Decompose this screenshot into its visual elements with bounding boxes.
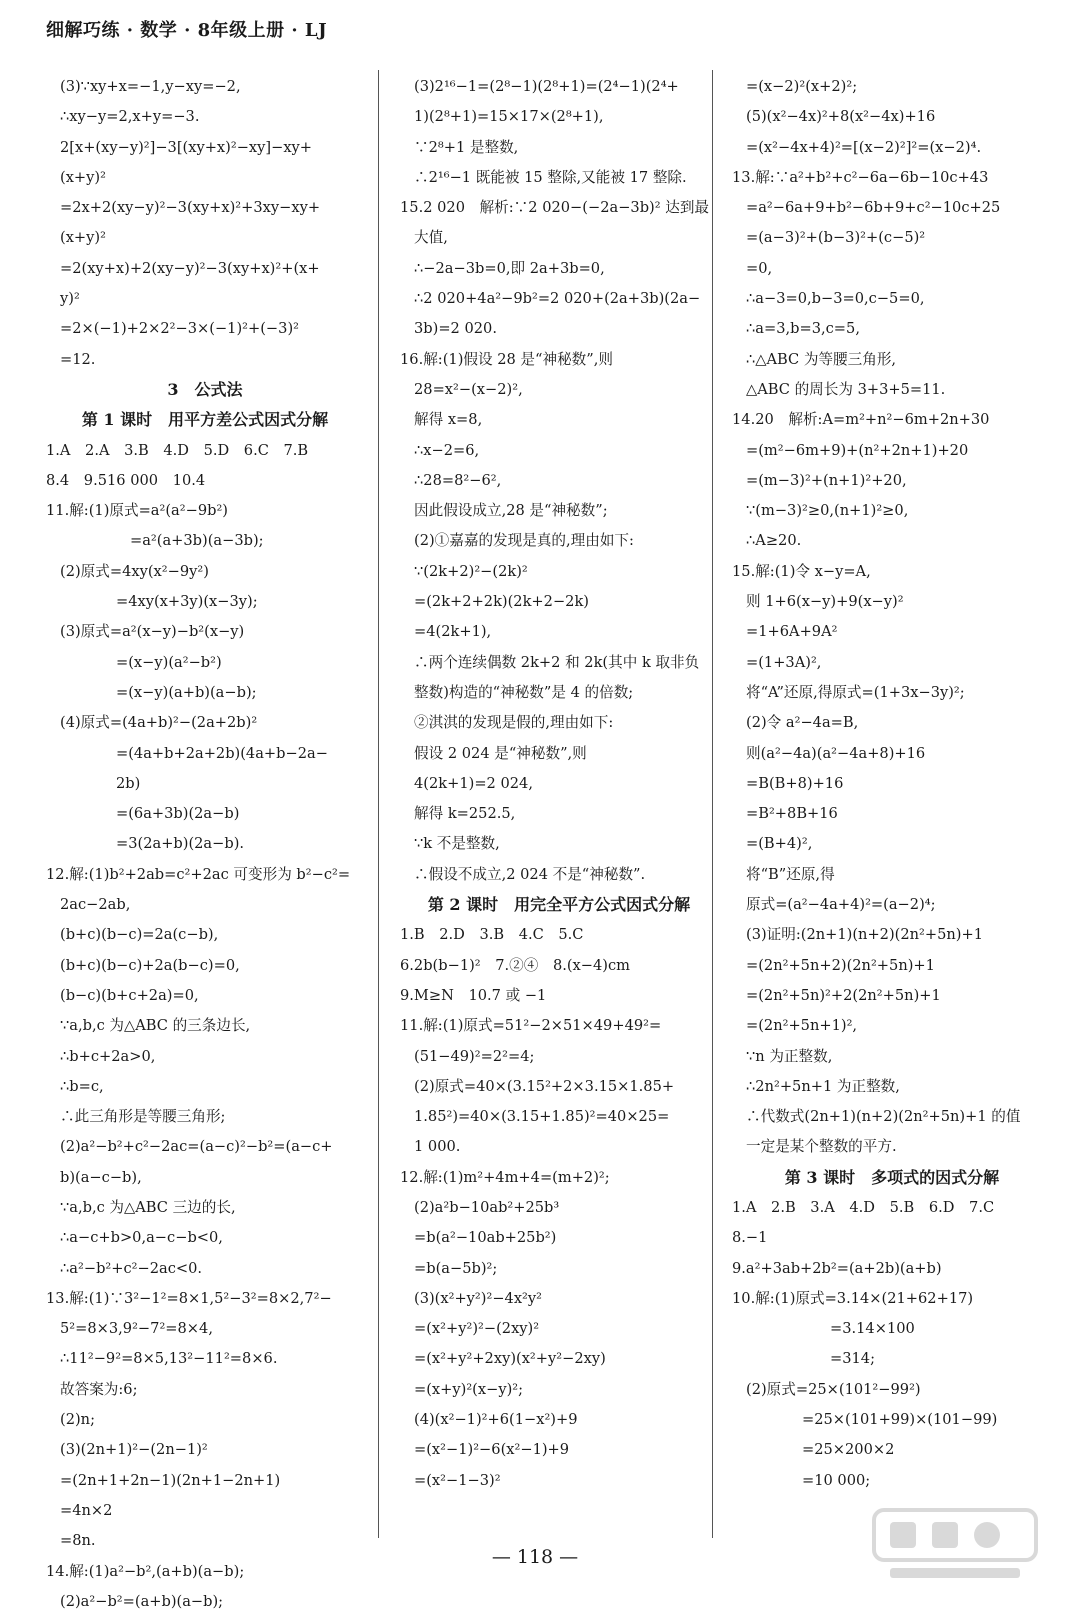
answer-line: (2)原式=40×(3.15²+2×3.15×1.85+	[414, 1077, 675, 1095]
answer-line: ∵a,b,c 为△ABC 的三条边长,	[60, 1017, 251, 1035]
answer-line: =(x²+y²)²−(2xy)²	[414, 1320, 540, 1338]
answer-line: ∴假设不成立,2 024 不是“神秘数”.	[414, 865, 646, 883]
answer-line: ∴2¹⁶−1 既能被 15 整除,又能被 17 整除.	[414, 168, 687, 186]
answer-line: 2ac−2ab,	[60, 896, 131, 914]
answer-line: =(x−y)(a²−b²)	[116, 653, 222, 671]
answer-line: 28=x²−(x−2)²,	[414, 380, 523, 398]
answer-line: (2)a²−b²+c²−2ac=(a−c)²−b²=(a−c+	[60, 1138, 333, 1156]
answer-line: =(m−3)²+(n+1)²+20,	[746, 471, 907, 489]
answer-line: (2)n;	[60, 1411, 95, 1429]
answer-line: (3)证明:(2n+1)(n+2)(2n²+5n)+1	[746, 926, 984, 944]
answer-line: ∴28=8²−6²,	[414, 471, 502, 489]
answer-line: △ABC 的周长为 3+3+5=11.	[746, 380, 946, 398]
answer-line: ②淇淇的发现是假的,理由如下:	[414, 714, 614, 732]
answer-line: b)(a−c−b),	[60, 1168, 142, 1186]
answer-line: =2x+2(xy−y)²−3(xy+x)²+3xy−xy+	[60, 199, 321, 217]
answer-line: ∵n 为正整数,	[746, 1047, 833, 1065]
answer-line: ∵(2k+2)²−(2k)²	[414, 562, 528, 580]
answer-line: 假设 2 024 是“神秘数”,则	[414, 744, 587, 762]
answer-line: ∴11²−9²=8×5,13²−11²=8×6.	[60, 1350, 278, 1368]
answer-column-1	[46, 72, 364, 1617]
answer-line: 将“A”还原,得原式=(1+3x−3y)²;	[746, 683, 965, 701]
answer-line: 解得 k=252.5,	[414, 805, 516, 823]
answer-line: ∴b=c,	[60, 1077, 104, 1095]
section-heading: 第 1 课时 用平方差公式因式分解	[81, 410, 329, 430]
answer-line: (2)令 a²−4a=B,	[746, 714, 859, 732]
answer-line: 5²=8×3,9²−7²=8×4,	[60, 1320, 213, 1338]
answer-line: 14.解:(1)a²−b²,(a+b)(a−b);	[46, 1562, 245, 1580]
answer-line: =(1+3A)²,	[746, 653, 822, 671]
answer-column-2	[400, 72, 718, 1496]
answer-line: =12.	[60, 350, 96, 368]
answer-line: (4)(x²−1)²+6(1−x²)+9	[414, 1411, 578, 1429]
answer-line: ∴x−2=6,	[414, 441, 480, 459]
answer-line: 13.解:(1)∵3²−1²=8×1,5²−3²=8×2,7²−	[46, 1289, 332, 1307]
answer-line: 1 000.	[414, 1138, 461, 1156]
answer-line: ∴−2a−3b=0,即 2a+3b=0,	[414, 259, 605, 277]
answer-line: 12.解:(1)b²+2ab=c²+2ac 可变形为 b²−c²=	[46, 865, 351, 883]
answer-line: =a²(a+3b)(a−3b);	[130, 532, 264, 550]
answer-line: =314;	[830, 1350, 875, 1368]
answer-line: 则 1+6(x−y)+9(x−y)²	[746, 593, 904, 611]
answer-line: (3)(x²+y²)²−4x²y²	[414, 1289, 543, 1307]
answer-line: ∴xy−y=2,x+y=−3.	[60, 108, 200, 126]
answer-line: =(6a+3b)(2a−b)	[116, 805, 240, 823]
page-number: — 118 —	[491, 1546, 579, 1568]
answer-line: ∴a=3,b=3,c=5,	[746, 320, 860, 338]
answer-line: ∴△ABC 为等腰三角形,	[746, 350, 897, 368]
answer-line: (51−49)²=2²=4;	[414, 1047, 535, 1065]
answer-line: =4xy(x+3y)(x−3y);	[116, 593, 258, 611]
answer-line: =b(a²−10ab+25b²)	[414, 1229, 557, 1247]
answer-line: 原式=(a²−4a+4)²=(a−2)⁴;	[746, 896, 936, 914]
answer-line: (b−c)(b+c+2a)=0,	[60, 986, 199, 1004]
answer-line: =(x²−1−3)²	[414, 1471, 501, 1489]
answer-line: ∴此三角形是等腰三角形;	[60, 1108, 226, 1126]
answer-line: 3b)=2 020.	[414, 320, 497, 338]
answer-line: 故答案为:6;	[60, 1380, 138, 1398]
answer-line: (2)a²b−10ab²+25b³	[414, 1198, 560, 1216]
answer-line: ∴a−3=0,b−3=0,c−5=0,	[746, 290, 925, 308]
answer-line: 1.A 2.B 3.A 4.D 5.B 6.D 7.C	[732, 1198, 995, 1216]
answer-line: 2[x+(xy−y)²]−3[(xy+x)²−xy]−xy+	[60, 138, 313, 156]
answer-line: (4)原式=(4a+b)²−(2a+2b)²	[60, 714, 258, 732]
answer-line: =3(2a+b)(2a−b).	[116, 835, 245, 853]
answer-line: =4n×2	[60, 1501, 113, 1519]
answer-line: 15.2 020 解析:∵2 020−(−2a−3b)² 达到最	[400, 199, 710, 217]
answer-line: (b+c)(b−c)+2a(b−c)=0,	[60, 956, 240, 974]
answer-line: ∴a²−b²+c²−2ac<0.	[60, 1259, 203, 1277]
answer-line: =b(a−5b)²;	[414, 1259, 498, 1277]
answer-line: =(2k+2+2k)(2k+2−2k)	[414, 593, 589, 611]
answer-line: 将“B”还原,得	[746, 865, 835, 883]
answer-line: (2)①嘉嘉的发现是真的,理由如下:	[414, 532, 634, 550]
answer-line: 9.M≥N 10.7 或 −1	[400, 986, 547, 1004]
answer-line: ∴a−c+b>0,a−c−b<0,	[60, 1229, 223, 1247]
answer-line: =(B+4)²,	[746, 835, 813, 853]
answer-line: 解得 x=8,	[414, 411, 483, 429]
answer-line: ∴A≥20.	[746, 532, 802, 550]
answer-line: =3.14×100	[830, 1320, 915, 1338]
answer-line: =(x−2)²(x+2)²;	[746, 78, 858, 95]
answer-line: (x+y)²	[60, 229, 106, 247]
answer-line: ∴b+c+2a>0,	[60, 1047, 156, 1065]
answer-line: 一定是某个整数的平方.	[746, 1138, 897, 1156]
answer-line: 整数)构造的“神秘数”是 4 的倍数;	[414, 683, 634, 701]
answer-line: 14.20 解析:A=m²+n²−6m+2n+30	[732, 411, 990, 429]
answer-line: =(x+y)²(x−y)²;	[414, 1380, 524, 1398]
answer-line: (b+c)(b−c)=2a(c−b),	[60, 926, 219, 944]
answer-line: =4(2k+1),	[414, 623, 492, 641]
answer-line: 9.a²+3ab+2b²=(a+2b)(a+b)	[732, 1259, 942, 1277]
watermark-logo	[870, 1506, 1040, 1586]
column-divider	[378, 70, 379, 1538]
answer-line: =(2n²+5n)²+2(2n²+5n)+1	[746, 986, 941, 1004]
answer-line: =1+6A+9A²	[746, 623, 838, 641]
answer-line: ∵k 不是整数,	[414, 835, 500, 853]
answer-line: 13.解:∵a²+b²+c²−6a−6b−10c+43	[732, 168, 989, 186]
answer-column-3	[732, 72, 1052, 1496]
answer-line: =(2n²+5n+1)²,	[746, 1017, 858, 1035]
answer-line: ∵a,b,c 为△ABC 三边的长,	[60, 1198, 236, 1216]
answer-line: =(x−y)(a+b)(a−b);	[116, 683, 257, 701]
answer-line: y)²	[60, 290, 80, 308]
answer-line: ∴2n²+5n+1 为正整数,	[746, 1077, 900, 1095]
section-heading: 第 3 课时 多项式的因式分解	[784, 1167, 1000, 1187]
answer-line: =B(B+8)+16	[746, 774, 844, 792]
answer-line: (3)(2n+1)²−(2n−1)²	[60, 1441, 208, 1459]
answer-line: =(x²−4x+4)²=[(x−2)²]²=(x−2)⁴.	[746, 138, 982, 156]
answer-line: 1.A 2.A 3.B 4.D 5.D 6.C 7.B	[46, 441, 309, 459]
answer-line: 12.解:(1)m²+4m+4=(m+2)²;	[400, 1168, 610, 1186]
answer-line: =10 000;	[802, 1471, 871, 1489]
answer-line: (x+y)²	[60, 168, 106, 186]
answer-line: ∵(m−3)²≥0,(n+1)²≥0,	[746, 502, 909, 520]
answer-line: =(x²+y²+2xy)(x²+y²−2xy)	[414, 1350, 606, 1368]
answer-line: 11.解:(1)原式=a²(a²−9b²)	[46, 502, 229, 520]
answer-line: 16.解:(1)假设 28 是“神秘数”,则	[400, 350, 613, 368]
answer-line: ∴2 020+4a²−9b²=2 020+(2a+3b)(2a−	[414, 290, 701, 308]
answer-line: (3)2¹⁶−1=(2⁸−1)(2⁸+1)=(2⁴−1)(2⁴+	[414, 78, 679, 95]
answer-line: =8n.	[60, 1532, 96, 1550]
answer-line: (5)(x²−4x)²+8(x²−4x)+16	[746, 108, 936, 126]
answer-line: 8.4 9.516 000 10.4	[46, 471, 206, 489]
answer-line: (3)∵xy+x=−1,y−xy=−2,	[60, 78, 241, 95]
answer-line: =B²+8B+16	[746, 805, 838, 823]
answer-line: ∵2⁸+1 是整数,	[414, 138, 519, 156]
answer-line: (2)原式=25×(101²−99²)	[746, 1380, 921, 1398]
answer-line: 8.−1	[732, 1229, 768, 1247]
answer-line: 大值,	[414, 229, 448, 247]
answer-line: =25×200×2	[802, 1441, 895, 1459]
answer-line: =(2n²+5n+2)(2n²+5n)+1	[746, 956, 935, 974]
answer-line: =(m²−6m+9)+(n²+2n+1)+20	[746, 441, 969, 459]
answer-line: =a²−6a+9+b²−6b+9+c²−10c+25	[746, 199, 1001, 217]
answer-line: 11.解:(1)原式=51²−2×51×49+49²=	[400, 1017, 662, 1035]
answer-line: ∴两个连续偶数 2k+2 和 2k(其中 k 取非负	[414, 653, 700, 671]
answer-line: (2)a²−b²=(a+b)(a−b);	[60, 1592, 224, 1610]
answer-line: 10.解:(1)原式=3.14×(21+62+17)	[732, 1289, 974, 1307]
section-heading: 第 2 课时 用完全平方公式因式分解	[427, 895, 691, 915]
answer-line: =(2n+1+2n−1)(2n+1−2n+1)	[60, 1471, 281, 1489]
answer-line: 因此假设成立,28 是“神秘数”;	[414, 502, 608, 520]
answer-line: =(x²−1)²−6(x²−1)+9	[414, 1441, 570, 1459]
answer-line: =2×(−1)+2×2²−3×(−1)²+(−3)²	[60, 320, 299, 338]
answer-line: (2)原式=4xy(x²−9y²)	[60, 562, 209, 580]
answer-line: =25×(101+99)×(101−99)	[802, 1411, 998, 1429]
answer-line: =(4a+b+2a+2b)(4a+b−2a−	[116, 744, 328, 762]
answer-line: 2b)	[116, 774, 141, 792]
answer-line: =2(xy+x)+2(xy−y)²−3(xy+x)²+(x+	[60, 259, 320, 277]
answer-line: 15.解:(1)令 x−y=A,	[732, 562, 871, 580]
answer-line: ∴代数式(2n+1)(n+2)(2n²+5n)+1 的值	[746, 1108, 1021, 1126]
answer-line: 4(2k+1)=2 024,	[414, 774, 533, 792]
answer-line: 1.B 2.D 3.B 4.C 5.C	[400, 926, 584, 944]
answer-line: 则(a²−4a)(a²−4a+8)+16	[746, 744, 926, 762]
answer-line: 1.85²)=40×(3.15+1.85)²=40×25=	[414, 1108, 670, 1126]
answer-line: 6.2b(b−1)² 7.②④ 8.(x−4)cm	[400, 956, 631, 974]
page-header: 细解巧练 · 数学 · 8年级上册 · LJ	[46, 20, 328, 41]
answer-line: =(a−3)²+(b−3)²+(c−5)²	[746, 229, 926, 247]
section-heading: 3 公式法	[167, 379, 243, 399]
answer-line: =0,	[746, 259, 773, 277]
answer-line: (3)原式=a²(x−y)−b²(x−y)	[60, 623, 245, 641]
answer-line: 1)(2⁸+1)=15×17×(2⁸+1),	[414, 108, 604, 126]
